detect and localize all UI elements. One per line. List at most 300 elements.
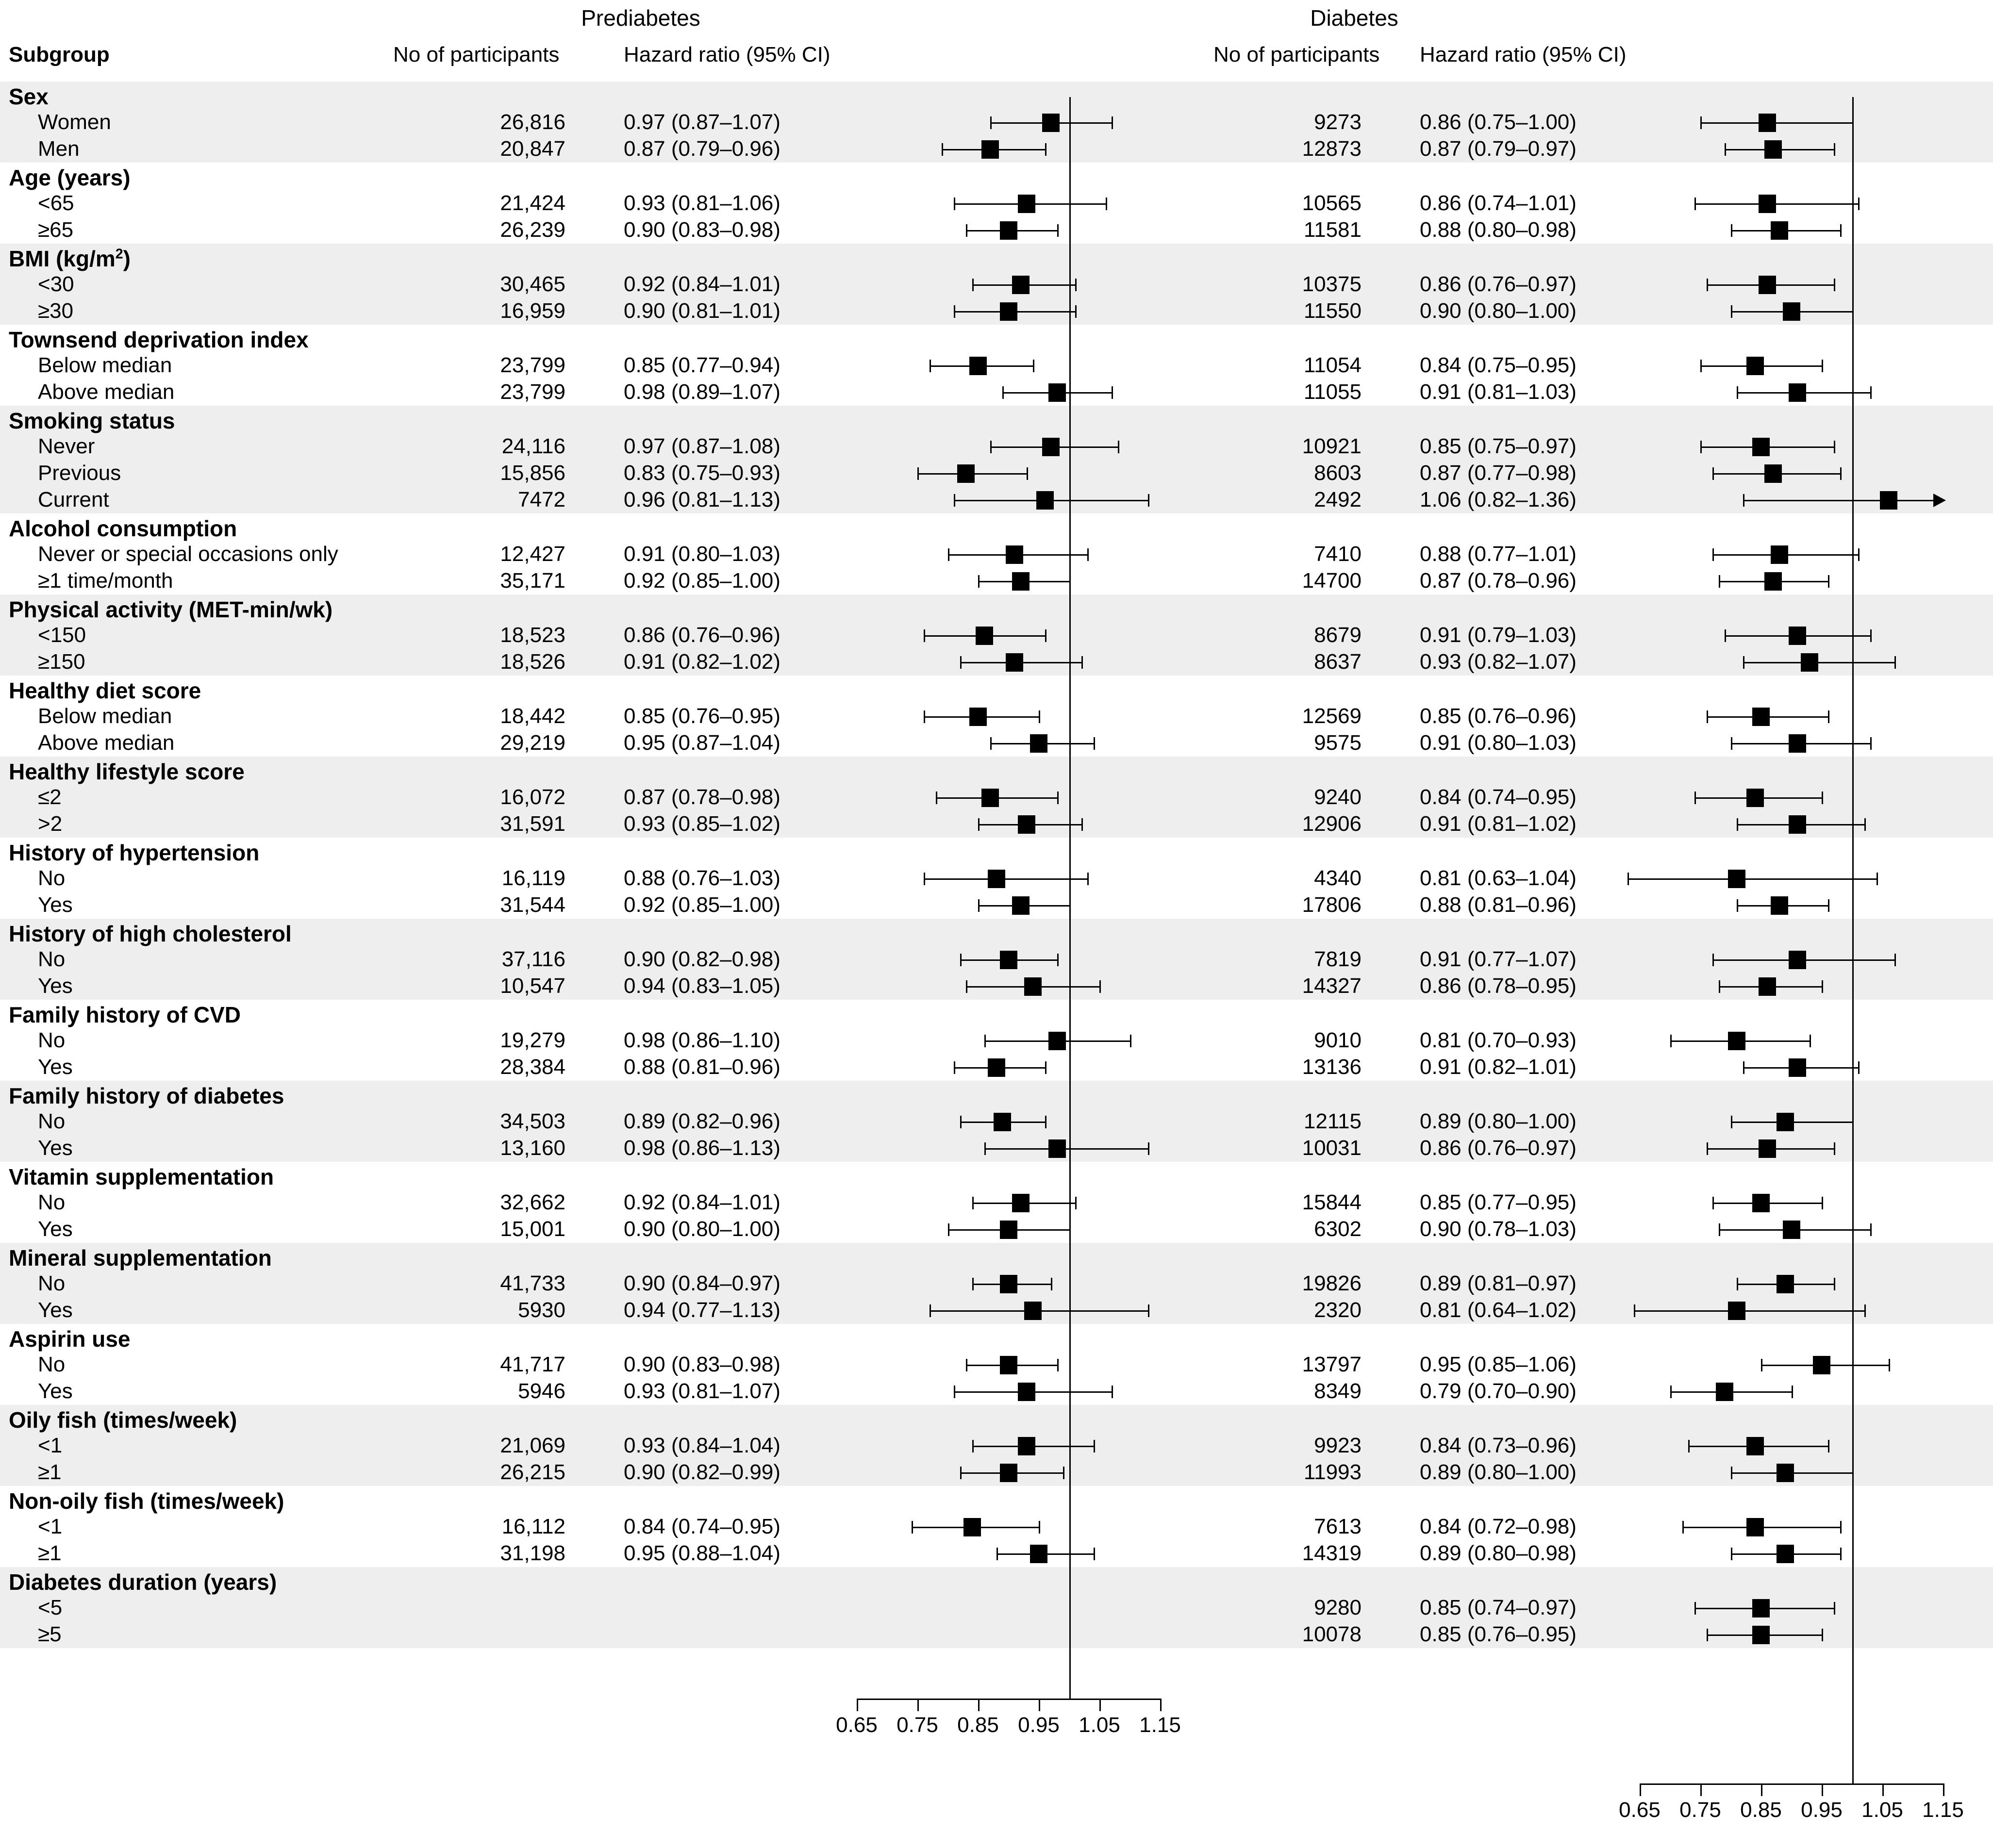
hazard-ratio-value: 0.90 (0.78–1.03) bbox=[1420, 1217, 1577, 1241]
participants-count: 16,959 bbox=[500, 299, 565, 323]
subgroup-level-label: Men bbox=[38, 137, 80, 161]
subgroup-heading: BMI $(kg/m^2)$ bbox=[9, 246, 131, 271]
point-estimate-marker bbox=[1012, 276, 1030, 294]
point-estimate-marker bbox=[1000, 951, 1017, 969]
point-estimate-marker bbox=[976, 627, 993, 645]
subgroup-level-label: <30 bbox=[38, 272, 74, 296]
hazard-ratio-value: 0.87 (0.78–0.96) bbox=[1420, 569, 1577, 593]
subgroup-level-label: ≥30 bbox=[38, 299, 74, 323]
ci-right-cap bbox=[1075, 279, 1077, 291]
hazard-ratio-value: 0.85 (0.76–0.95) bbox=[624, 704, 781, 728]
hazard-ratio-value: 0.93 (0.85–1.02) bbox=[624, 812, 781, 836]
ci-left-cap bbox=[1737, 386, 1738, 399]
subgroup-level-label: No bbox=[38, 1271, 66, 1295]
column-header-participants-prediabetes: No of participants bbox=[393, 43, 560, 66]
point-estimate-marker bbox=[1728, 870, 1745, 888]
ci-right-cap bbox=[1864, 1304, 1866, 1317]
point-estimate-marker bbox=[1036, 491, 1054, 510]
participants-count: 9923 bbox=[1314, 1434, 1362, 1457]
hazard-ratio-value: 0.90 (0.81–1.01) bbox=[624, 299, 781, 323]
ci-left-cap bbox=[1682, 1521, 1684, 1534]
point-estimate-marker bbox=[1000, 1221, 1017, 1239]
x-axis-tick bbox=[1640, 1783, 1641, 1796]
ci-left-cap bbox=[1725, 143, 1726, 156]
point-estimate-marker bbox=[1042, 114, 1060, 132]
hazard-ratio-value: 0.85 (0.74–0.97) bbox=[1420, 1596, 1577, 1619]
ci-left-cap bbox=[924, 873, 925, 885]
participants-count: 9273 bbox=[1314, 110, 1362, 134]
ci-right-cap bbox=[1834, 1602, 1835, 1615]
ci-right-cap bbox=[1858, 548, 1860, 561]
hazard-ratio-value: 0.91 (0.77–1.07) bbox=[1420, 947, 1577, 971]
point-estimate-marker bbox=[1789, 734, 1806, 753]
participants-count: 10921 bbox=[1302, 434, 1362, 458]
subgroup-level-label: Never bbox=[38, 434, 95, 458]
hazard-ratio-value: 0.95 (0.88–1.04) bbox=[624, 1541, 781, 1565]
ci-right-cap bbox=[1810, 1035, 1811, 1047]
hazard-ratio-value: 0.81 (0.70–0.93) bbox=[1420, 1028, 1577, 1052]
participants-count: 14319 bbox=[1302, 1541, 1362, 1565]
hazard-ratio-value: 0.84 (0.72–0.98) bbox=[1420, 1515, 1577, 1538]
ci-left-cap bbox=[1700, 441, 1702, 453]
ci-right-cap bbox=[1822, 980, 1823, 993]
ci-right-cap bbox=[1045, 1116, 1046, 1128]
x-axis-line bbox=[857, 1699, 1160, 1700]
x-axis-tick bbox=[1761, 1783, 1762, 1796]
point-estimate-marker bbox=[1783, 1221, 1800, 1239]
point-estimate-marker bbox=[1030, 734, 1047, 753]
hazard-ratio-value: 0.85 (0.77–0.94) bbox=[624, 353, 781, 377]
ci-left-cap bbox=[960, 954, 962, 966]
ci-right-cap bbox=[1828, 899, 1829, 912]
participants-count: 7819 bbox=[1314, 947, 1362, 971]
x-axis-tick-label: 0.95 bbox=[1801, 1798, 1843, 1822]
ci-right-cap bbox=[1828, 1440, 1829, 1452]
ci-right-cap bbox=[1063, 1467, 1064, 1479]
subgroup-level-label: ≥65 bbox=[38, 218, 74, 242]
ci-left-cap bbox=[1670, 1386, 1672, 1398]
participants-count: 18,442 bbox=[500, 704, 565, 728]
hazard-ratio-value: 0.86 (0.76–0.96) bbox=[624, 623, 781, 647]
participants-count: 10031 bbox=[1302, 1136, 1362, 1160]
hazard-ratio-value: 0.79 (0.70–0.90) bbox=[1420, 1379, 1577, 1403]
subgroup-level-label: Current bbox=[38, 488, 109, 512]
point-estimate-marker bbox=[1018, 1437, 1035, 1455]
ci-left-cap bbox=[1707, 1142, 1708, 1155]
participants-count: 13797 bbox=[1302, 1353, 1362, 1376]
subgroup-level-label: No bbox=[38, 866, 66, 890]
hazard-ratio-value: 0.90 (0.80–1.00) bbox=[1420, 299, 1577, 323]
ci-left-cap bbox=[954, 198, 955, 210]
participants-count: 5930 bbox=[518, 1298, 565, 1322]
participants-count: 21,424 bbox=[500, 191, 565, 215]
ci-right-cap bbox=[1148, 1304, 1149, 1317]
hazard-ratio-value: 0.86 (0.74–1.01) bbox=[1420, 191, 1577, 215]
ci-right-cap bbox=[1112, 1386, 1113, 1398]
subgroup-heading: Family history of CVD bbox=[9, 1002, 241, 1027]
participants-count: 2492 bbox=[1314, 488, 1362, 512]
participants-count: 20,847 bbox=[500, 137, 565, 161]
ci-left-cap bbox=[1719, 980, 1720, 993]
x-axis-tick-label: 1.15 bbox=[1139, 1713, 1181, 1737]
ci-left-cap bbox=[917, 467, 919, 480]
hazard-ratio-value: 0.92 (0.84–1.01) bbox=[624, 1190, 781, 1214]
ci-left-cap bbox=[1002, 386, 1004, 399]
subgroup-level-label: ≥1 bbox=[38, 1460, 62, 1484]
ci-right-cap bbox=[1870, 737, 1872, 750]
ci-left-cap bbox=[978, 818, 980, 831]
participants-count: 34,503 bbox=[500, 1109, 565, 1133]
ci-left-cap bbox=[1694, 792, 1696, 804]
ci-right-cap bbox=[1045, 629, 1046, 642]
point-estimate-marker bbox=[1018, 815, 1035, 834]
ci-right-cap bbox=[1057, 224, 1059, 237]
column-header-subgroup: Subgroup bbox=[9, 43, 110, 66]
point-estimate-marker bbox=[1746, 357, 1764, 375]
participants-count: 15,001 bbox=[500, 1217, 565, 1241]
hazard-ratio-value: 0.93 (0.81–1.07) bbox=[624, 1379, 781, 1403]
subgroup-level-label: Previous bbox=[38, 461, 121, 485]
subgroup-level-label: No bbox=[38, 1190, 66, 1214]
confidence-interval-line bbox=[1694, 203, 1859, 205]
participants-count: 12,427 bbox=[500, 542, 565, 566]
ci-right-cap bbox=[1822, 792, 1823, 804]
hazard-ratio-value: 0.88 (0.81–0.96) bbox=[1420, 893, 1577, 917]
ci-left-cap bbox=[1628, 873, 1629, 885]
point-estimate-marker bbox=[1789, 815, 1806, 834]
point-estimate-marker bbox=[1783, 302, 1800, 321]
ci-right-cap bbox=[1834, 279, 1835, 291]
participants-count: 11993 bbox=[1303, 1460, 1362, 1484]
point-estimate-marker bbox=[1752, 438, 1770, 456]
point-estimate-marker bbox=[1759, 195, 1776, 213]
participants-count: 8679 bbox=[1314, 623, 1362, 647]
subgroup-heading: Mineral supplementation bbox=[9, 1245, 272, 1270]
ci-right-cap bbox=[1039, 1521, 1040, 1534]
ci-left-cap bbox=[936, 792, 937, 804]
hazard-ratio-value: 0.84 (0.73–0.96) bbox=[1420, 1434, 1577, 1457]
x-axis-tick-label: 0.95 bbox=[1018, 1713, 1060, 1737]
participants-count: 5946 bbox=[518, 1379, 565, 1403]
ci-right-cap bbox=[1087, 548, 1089, 561]
hazard-ratio-value: 0.86 (0.76–0.97) bbox=[1420, 1136, 1577, 1160]
participants-count: 24,116 bbox=[501, 434, 565, 458]
participants-count: 10,547 bbox=[500, 974, 565, 998]
ci-right-cap bbox=[1828, 710, 1829, 723]
subgroup-heading: Smoking status bbox=[9, 408, 175, 433]
ci-right-cap bbox=[1057, 792, 1059, 804]
ci-left-cap bbox=[1743, 1061, 1744, 1074]
ci-left-cap bbox=[972, 1278, 974, 1290]
x-axis-tick-label: 0.65 bbox=[836, 1713, 878, 1737]
ci-left-cap bbox=[972, 279, 974, 291]
ci-left-cap bbox=[948, 1223, 949, 1236]
point-estimate-marker bbox=[1024, 1302, 1042, 1320]
confidence-interval-line bbox=[924, 878, 1088, 880]
participants-count: 14700 bbox=[1302, 569, 1362, 593]
x-axis-tick bbox=[1882, 1783, 1884, 1796]
subgroup-heading: Oily fish (times/week) bbox=[9, 1407, 237, 1433]
subgroup-level-label: Women bbox=[38, 110, 111, 134]
ci-left-cap bbox=[1712, 548, 1714, 561]
point-estimate-marker bbox=[1752, 1194, 1770, 1212]
participants-count: 41,717 bbox=[500, 1353, 565, 1376]
column-header-participants-diabetes: No of participants bbox=[1213, 43, 1380, 66]
participants-count: 4340 bbox=[1314, 866, 1362, 890]
point-estimate-marker bbox=[969, 357, 987, 375]
subgroup-level-label: Yes bbox=[38, 1136, 73, 1160]
ci-left-cap bbox=[942, 143, 943, 156]
ci-left-cap bbox=[966, 1359, 967, 1371]
reference-line-hr-1 bbox=[1069, 97, 1071, 1699]
point-estimate-marker bbox=[1813, 1356, 1830, 1374]
subgroup-level-label: Below median bbox=[38, 353, 172, 377]
ci-left-cap bbox=[954, 305, 955, 318]
ci-left-cap bbox=[1731, 305, 1732, 318]
ci-left-cap bbox=[972, 1197, 974, 1209]
subgroup-level-label: No bbox=[38, 947, 66, 971]
ci-right-cap bbox=[1148, 494, 1149, 507]
participants-count: 30,465 bbox=[500, 272, 565, 296]
ci-right-cap bbox=[1834, 1278, 1835, 1290]
ci-left-cap bbox=[954, 494, 955, 507]
subgroup-heading: Age (years) bbox=[9, 165, 131, 190]
ci-right-cap bbox=[1894, 656, 1896, 669]
participants-count: 18,526 bbox=[500, 650, 565, 674]
ci-right-cap bbox=[1870, 386, 1872, 399]
ci-left-cap bbox=[990, 116, 992, 129]
ci-right-cap bbox=[1075, 1197, 1077, 1209]
point-estimate-marker bbox=[1048, 1032, 1066, 1050]
hazard-ratio-value: 0.89 (0.80–1.00) bbox=[1420, 1109, 1577, 1133]
subgroup-heading: Healthy lifestyle score bbox=[9, 759, 245, 784]
subgroup-level-label: <65 bbox=[38, 191, 74, 215]
ci-left-cap bbox=[990, 441, 992, 453]
ci-right-cap bbox=[1094, 1548, 1095, 1560]
hazard-ratio-value: 0.81 (0.63–1.04) bbox=[1420, 866, 1577, 890]
column-header-hazard-ratio-prediabetes: Hazard ratio (95% CI) bbox=[624, 43, 830, 66]
ci-right-arrow-icon bbox=[1933, 494, 1946, 507]
ci-right-cap bbox=[1822, 360, 1823, 372]
ci-left-cap bbox=[984, 1035, 986, 1047]
hazard-ratio-value: 0.91 (0.82–1.01) bbox=[1420, 1055, 1577, 1079]
participants-count: 15844 bbox=[1302, 1190, 1362, 1214]
ci-right-cap bbox=[1834, 1142, 1835, 1155]
hazard-ratio-value: 0.89 (0.80–0.98) bbox=[1420, 1541, 1577, 1565]
ci-right-cap bbox=[1840, 224, 1842, 237]
point-estimate-marker bbox=[1006, 545, 1023, 564]
point-estimate-marker bbox=[1789, 951, 1806, 969]
point-estimate-marker bbox=[1789, 627, 1806, 645]
hazard-ratio-value: 0.84 (0.74–0.95) bbox=[1420, 785, 1577, 809]
ci-left-cap bbox=[1707, 279, 1708, 291]
ci-right-cap bbox=[1840, 1521, 1842, 1534]
participants-count: 19,279 bbox=[500, 1028, 565, 1052]
point-estimate-marker bbox=[1752, 1626, 1770, 1644]
participants-count: 8349 bbox=[1314, 1379, 1362, 1403]
participants-count: 31,544 bbox=[500, 893, 565, 917]
hazard-ratio-value: 0.90 (0.82–0.99) bbox=[624, 1460, 781, 1484]
ci-right-cap bbox=[1099, 980, 1101, 993]
point-estimate-marker bbox=[1000, 1464, 1017, 1482]
participants-count: 6302 bbox=[1314, 1217, 1362, 1241]
participants-count: 15,856 bbox=[500, 461, 565, 485]
participants-count: 23,799 bbox=[500, 380, 565, 404]
point-estimate-marker bbox=[1018, 1383, 1035, 1401]
ci-left-cap bbox=[1700, 116, 1702, 129]
ci-right-cap bbox=[1130, 1035, 1131, 1047]
point-estimate-marker bbox=[1777, 1545, 1794, 1563]
point-estimate-marker bbox=[1728, 1302, 1745, 1320]
ci-left-cap bbox=[966, 224, 967, 237]
subgroup-heading: Alcohol consumption bbox=[9, 516, 237, 541]
ci-left-cap bbox=[966, 980, 967, 993]
point-estimate-marker bbox=[1752, 708, 1770, 726]
hazard-ratio-value: 0.90 (0.83–0.98) bbox=[624, 1353, 781, 1376]
x-axis-line bbox=[1640, 1783, 1943, 1785]
point-estimate-marker bbox=[994, 1113, 1011, 1131]
point-estimate-marker bbox=[1777, 1113, 1794, 1131]
ci-left-cap bbox=[960, 656, 962, 669]
subgroup-heading: Vitamin supplementation bbox=[9, 1164, 274, 1189]
hazard-ratio-value: 0.90 (0.84–0.97) bbox=[624, 1271, 781, 1295]
participants-count: 8603 bbox=[1314, 461, 1362, 485]
x-axis-tick bbox=[1822, 1783, 1823, 1796]
ci-left-cap bbox=[972, 1440, 974, 1452]
ci-right-cap bbox=[1877, 873, 1878, 885]
ci-left-cap bbox=[912, 1521, 913, 1534]
participants-count: 12873 bbox=[1302, 137, 1362, 161]
ci-left-cap bbox=[1737, 1278, 1738, 1290]
subgroup-level-label: ≥1 bbox=[38, 1541, 62, 1565]
subgroup-level-label: ≤2 bbox=[38, 785, 62, 809]
subgroup-heading: History of hypertension bbox=[9, 840, 260, 865]
ci-left-cap bbox=[1725, 629, 1726, 642]
ci-left-cap bbox=[960, 1116, 962, 1128]
ci-left-cap bbox=[1712, 1197, 1714, 1209]
ci-left-cap bbox=[1719, 1223, 1720, 1236]
ci-right-cap bbox=[1039, 710, 1040, 723]
participants-count: 2320 bbox=[1314, 1298, 1362, 1322]
ci-right-cap bbox=[1094, 1440, 1095, 1452]
participants-count: 13136 bbox=[1302, 1055, 1362, 1079]
hazard-ratio-value: 0.94 (0.77–1.13) bbox=[624, 1298, 781, 1322]
participants-count: 7410 bbox=[1314, 542, 1362, 566]
point-estimate-marker bbox=[963, 1518, 981, 1536]
ci-right-cap bbox=[1822, 1629, 1823, 1641]
hazard-ratio-value: 0.91 (0.82–1.02) bbox=[624, 650, 781, 674]
subgroup-level-label: Yes bbox=[38, 1379, 73, 1403]
hazard-ratio-value: 0.91 (0.81–1.02) bbox=[1420, 812, 1577, 836]
confidence-interval-line bbox=[1634, 1310, 1864, 1312]
point-estimate-marker bbox=[1759, 1139, 1776, 1158]
subgroup-level-label: <150 bbox=[38, 623, 86, 647]
ci-left-cap bbox=[1694, 198, 1696, 210]
x-axis-tick bbox=[857, 1699, 858, 1711]
ci-left-cap bbox=[1743, 656, 1744, 669]
participants-count: 11581 bbox=[1303, 218, 1362, 242]
ci-left-cap bbox=[1737, 899, 1738, 912]
hazard-ratio-value: 0.91 (0.80–1.03) bbox=[1420, 731, 1577, 755]
ci-right-cap bbox=[1870, 1223, 1872, 1236]
participants-count: 41,733 bbox=[500, 1271, 565, 1295]
ci-right-cap bbox=[1834, 143, 1835, 156]
x-axis-tick-label: 0.75 bbox=[897, 1713, 938, 1737]
ci-right-cap bbox=[1081, 818, 1083, 831]
ci-left-cap bbox=[1731, 1116, 1732, 1128]
hazard-ratio-value: 0.86 (0.76–0.97) bbox=[1420, 272, 1577, 296]
participants-count: 19826 bbox=[1302, 1271, 1362, 1295]
participants-count: 10375 bbox=[1302, 272, 1362, 296]
hazard-ratio-value: 0.88 (0.76–1.03) bbox=[624, 866, 781, 890]
ci-right-cap bbox=[1792, 1386, 1793, 1398]
point-estimate-marker bbox=[1018, 195, 1035, 213]
ci-left-cap bbox=[978, 575, 980, 588]
subgroup-level-label: Below median bbox=[38, 704, 172, 728]
ci-right-cap bbox=[1081, 656, 1083, 669]
ci-right-cap bbox=[1051, 1278, 1052, 1290]
participants-count: 37,116 bbox=[501, 947, 565, 971]
confidence-interval-line bbox=[1628, 878, 1877, 880]
subgroup-level-label: Yes bbox=[38, 893, 73, 917]
ci-right-cap bbox=[1840, 1548, 1842, 1560]
ci-right-cap bbox=[1045, 143, 1046, 156]
ci-right-cap bbox=[1828, 575, 1829, 588]
hazard-ratio-value: 0.89 (0.80–1.00) bbox=[1420, 1460, 1577, 1484]
ci-left-cap bbox=[1719, 575, 1720, 588]
hazard-ratio-value: 0.86 (0.78–0.95) bbox=[1420, 974, 1577, 998]
x-axis-tick bbox=[1160, 1699, 1162, 1711]
subgroup-level-label: No bbox=[38, 1109, 66, 1133]
point-estimate-marker bbox=[1728, 1032, 1745, 1050]
ci-right-cap bbox=[1087, 873, 1089, 885]
hazard-ratio-value: 0.98 (0.89–1.07) bbox=[624, 380, 781, 404]
ci-left-cap bbox=[978, 899, 980, 912]
subgroup-heading: Sex bbox=[9, 84, 49, 109]
hazard-ratio-value: 0.89 (0.81–0.97) bbox=[1420, 1271, 1577, 1295]
ci-right-cap bbox=[1858, 198, 1860, 210]
hazard-ratio-value: 0.85 (0.75–0.97) bbox=[1420, 434, 1577, 458]
ci-left-cap bbox=[996, 1548, 998, 1560]
participants-count: 9575 bbox=[1314, 731, 1362, 755]
ci-right-cap bbox=[1075, 305, 1077, 318]
hazard-ratio-value: 0.92 (0.85–1.00) bbox=[624, 893, 781, 917]
ci-left-cap bbox=[954, 1061, 955, 1074]
hazard-ratio-value: 0.90 (0.83–0.98) bbox=[624, 218, 781, 242]
ci-right-cap bbox=[1106, 198, 1107, 210]
point-estimate-marker bbox=[981, 140, 999, 159]
x-axis-tick bbox=[917, 1699, 919, 1711]
hazard-ratio-value: 0.85 (0.76–0.96) bbox=[1420, 704, 1577, 728]
hazard-ratio-value: 0.91 (0.81–1.03) bbox=[1420, 380, 1577, 404]
hazard-ratio-value: 0.86 (0.75–1.00) bbox=[1420, 110, 1577, 134]
participants-count: 11054 bbox=[1303, 353, 1362, 377]
point-estimate-marker bbox=[1764, 464, 1782, 483]
ci-right-cap bbox=[1858, 1061, 1860, 1074]
ci-left-cap bbox=[1700, 360, 1702, 372]
hazard-ratio-value: 0.84 (0.75–0.95) bbox=[1420, 353, 1577, 377]
ci-left-cap bbox=[1670, 1035, 1672, 1047]
x-axis-tick bbox=[1943, 1783, 1944, 1796]
subgroup-heading: History of high cholesterol bbox=[9, 921, 292, 946]
participants-count: 28,384 bbox=[500, 1055, 565, 1079]
x-axis-tick bbox=[1099, 1699, 1101, 1711]
participants-count: 35,171 bbox=[500, 569, 565, 593]
subgroup-heading: Family history of diabetes bbox=[9, 1083, 284, 1108]
subgroup-level-label: >2 bbox=[38, 812, 63, 836]
participants-count: 10565 bbox=[1302, 191, 1362, 215]
hazard-ratio-value: 0.98 (0.86–1.13) bbox=[624, 1136, 781, 1160]
